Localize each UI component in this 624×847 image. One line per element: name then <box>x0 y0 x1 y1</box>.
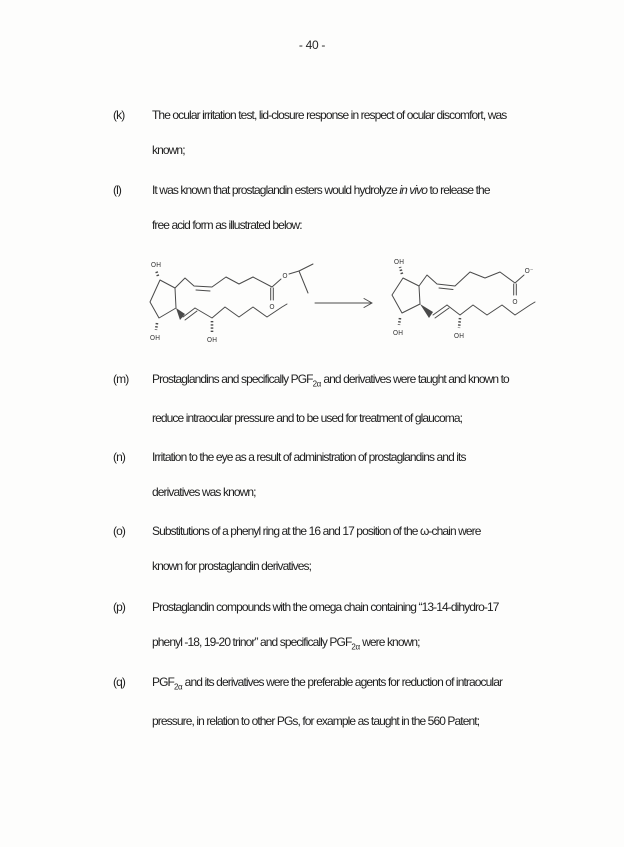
page-number: - 40 - <box>298 38 326 52</box>
paragraph-line: known for prostaglandin derivatives; <box>152 559 312 573</box>
ester-oxygen-label: O <box>282 272 288 280</box>
paragraph-label: (q) <box>113 675 125 689</box>
paragraph-m <box>113 362 584 436</box>
paragraph-line: Substitutions of a phenyl ring at the 16 and 17 position of the ω-chain were <box>152 524 481 538</box>
hydroxyl-label: OH <box>150 261 162 269</box>
reaction-arrow-icon <box>312 293 380 313</box>
paragraph-k <box>113 98 584 168</box>
hydroxyl-label: OH <box>453 332 465 340</box>
paragraph-line <box>152 665 584 704</box>
subscript-text-run: 2α <box>312 379 321 389</box>
paragraph-p <box>113 590 584 664</box>
paragraph-n <box>113 440 584 510</box>
carbonyl-oxygen-label: O <box>269 303 275 311</box>
paragraph-label: (n) <box>113 450 125 464</box>
text-run: Prostaglandins and specifically PGF <box>152 372 313 386</box>
paragraph-line: Irritation to the eye as a result of administration of prostaglandins and its <box>152 450 466 464</box>
paragraph-label: (p) <box>113 600 125 614</box>
paragraph-q <box>113 665 584 739</box>
prostaglandin-free-acid-structure <box>383 247 568 352</box>
hydroxyl-label: OH <box>392 329 404 337</box>
text-run: to release the <box>427 183 490 197</box>
paragraph-line <box>152 362 584 401</box>
paragraph-line <box>152 625 584 664</box>
paragraph-label: (k) <box>113 108 125 122</box>
paragraph-line: The ocular irritation test, lid-closure response in respect of ocular discomfort, was <box>152 108 507 122</box>
paragraph-label: (l) <box>113 183 121 197</box>
paragraph-label: (o) <box>113 524 125 538</box>
text-run: and derivatives were taught and known to <box>320 372 509 386</box>
hydroxyl-label: OH <box>149 334 161 342</box>
text-run: and its derivatives were the preferable agents for reduction of intraocular <box>182 675 503 689</box>
italic-text-run: in vivo <box>399 183 428 197</box>
paragraph-label: (m) <box>113 372 129 386</box>
carboxylate-oxygen-label: O⁻ <box>524 267 534 275</box>
subscript-text-run: 2α <box>351 642 360 652</box>
paragraph-line <box>152 173 584 208</box>
subscript-text-run: 2α <box>173 682 183 692</box>
paragraph-line: reduce intraocular pressure and to be used for treatment of glaucoma; <box>152 411 463 426</box>
hydroxyl-label: OH <box>393 258 405 266</box>
paragraph-line: pressure, in relation to other PGs, for example as taught in the 560 Patent; <box>152 714 480 729</box>
text-run: It was known that prostaglandin esters would hydrolyze <box>152 183 400 197</box>
paragraph-line: Prostaglandin compounds with the omega chain containing “13-14-dihydro-17 <box>152 600 499 614</box>
text-run: were known; <box>359 635 420 649</box>
paragraph-line: derivatives was known; <box>152 485 256 499</box>
prostaglandin-ester-structure <box>138 247 368 352</box>
text-run: phenyl -18, 19-20 trinor” and specifically PGF <box>152 635 352 649</box>
hydroxyl-label: OH <box>206 336 218 344</box>
paragraph-l <box>113 173 584 243</box>
paragraph-line: known; <box>152 143 185 157</box>
carbonyl-oxygen-label: O <box>512 298 518 306</box>
text-run: PGF <box>152 675 174 689</box>
paragraph-line: free acid form as illustrated below: <box>152 218 302 232</box>
paragraph-o <box>113 514 584 584</box>
